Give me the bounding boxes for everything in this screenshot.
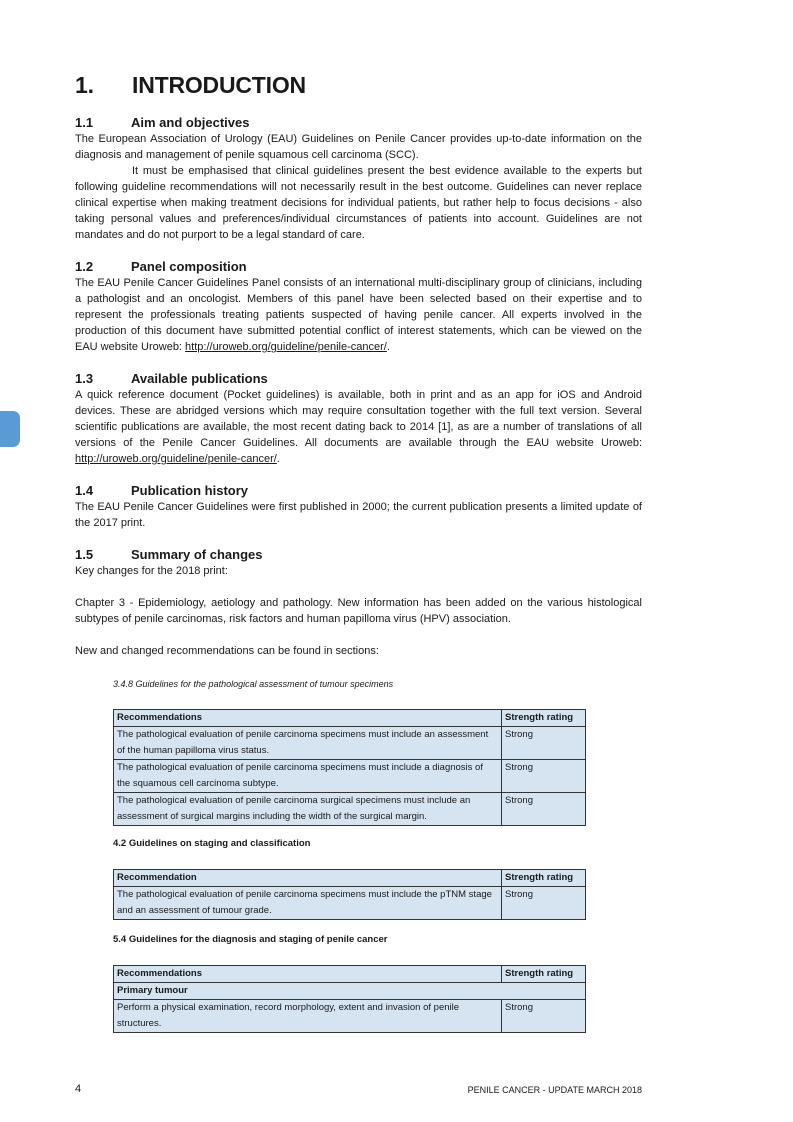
rating-cell: Strong <box>502 760 586 793</box>
section-summary-of-changes <box>75 547 642 659</box>
chapter-heading <box>75 72 306 99</box>
chapter-title: INTRODUCTION <box>132 72 306 98</box>
recommendations-table-staging <box>113 869 586 920</box>
table-caption: 3.4.8 Guidelines for the pathological assessment of tumour specimens <box>113 679 394 689</box>
section-available-publications <box>75 371 642 467</box>
paragraph: Key changes for the 2018 print: <box>75 565 228 577</box>
section-number: 1.3 <box>75 371 94 386</box>
header-strength-rating: Strength rating <box>502 710 586 727</box>
paragraph-text: A quick reference document (Pocket guidelines) is available, both in print and as an app for iOS and Android devices. These are abridged versions which may require consultation together with the full text version. Several scientific publications are available, the most recent dating back to 2014 [1], as are a number of translations of all versions of the Penile Cancer Guidelines. All documents are available through the EAU website Uroweb: <box>75 389 642 449</box>
paragraph: Chapter 3 - Epidemiology, aetiology and pathology. New information has been added on the various histological subtypes of penile carcinomas, risk factors and human papilloma virus (HPV) association. <box>75 597 642 625</box>
section-number: 1.4 <box>75 483 94 498</box>
section-title: Summary of changes <box>131 547 263 562</box>
paragraph: The EAU Penile Cancer Guidelines were first published in 2000; the current publication presents a limited update of the 2017 print. <box>75 501 642 529</box>
table-row <box>114 727 586 760</box>
paragraph: The European Association of Urology (EAU) Guidelines on Penile Cancer provides up-to-date information on the diagnosis and management of penile squamous cell carcinoma (SCC). <box>75 133 642 161</box>
recommendation-cell: Perform a physical examination, record morphology, extent and invasion of penile structures. <box>114 1000 502 1033</box>
header-strength-rating: Strength rating <box>502 966 586 983</box>
uroweb-link[interactable]: http://uroweb.org/guideline/penile-cancer/ <box>185 341 387 353</box>
table-caption: 5.4 Guidelines for the diagnosis and staging of penile cancer <box>113 934 388 945</box>
section-title: Available publications <box>131 371 268 386</box>
paragraph <box>75 275 642 355</box>
paragraph-end: . <box>276 453 280 465</box>
header-recommendations: Recommendations <box>114 966 502 983</box>
section-title: Aim and objectives <box>131 115 250 130</box>
recommendations-table-pathological <box>113 709 586 826</box>
paragraph: It must be emphasised that clinical guidelines present the best evidence available to the experts but following guideline recommendations will not necessarily result in the best outcome. Guidelines can never replace clinical expertise when making treatment decisions for individual patients, but rather help to focus decisions - also taking personal values and preferences/individual circumstances of patients into account. Guidelines are not mandates and do not purport to be a legal standard of care. <box>75 165 642 241</box>
rating-cell: Strong <box>502 793 586 826</box>
rating-cell: Strong <box>502 727 586 760</box>
page-number: 4 <box>75 1083 82 1095</box>
section-title: Publication history <box>131 483 249 498</box>
paragraph: New and changed recommendations can be found in sections: <box>75 645 379 657</box>
paragraph <box>75 387 642 467</box>
table-header-row <box>114 710 586 727</box>
section-number: 1.1 <box>75 115 94 130</box>
rating-cell: Strong <box>502 887 586 920</box>
table-caption: 4.2 Guidelines on staging and classification <box>113 838 311 849</box>
section-panel-composition <box>75 259 642 355</box>
section-aim-objectives <box>75 115 642 243</box>
section-publication-history <box>75 483 642 531</box>
recommendation-cell: The pathological evaluation of penile carcinoma surgical specimens must include an assessment of surgical margins including the width of the surgical margin. <box>114 793 502 826</box>
table-header-row <box>114 870 586 887</box>
section-heading <box>75 547 642 563</box>
running-footer-title: PENILE CANCER - UPDATE MARCH 2018 <box>467 1085 642 1095</box>
table-row <box>114 760 586 793</box>
paragraph-text: The EAU Penile Cancer Guidelines Panel consists of an international multi-disciplinary group of clinicians, including a pathologist and an oncologist. Members of this panel have been selected based on their expertise and to represent the professionals treating patients suspected of having penile cancer. All experts involved in the production of this document have submitted potential conflict of interest statements, which can be viewed on the EAU website Uroweb: <box>75 277 642 353</box>
table-row <box>114 1000 586 1033</box>
section-heading <box>75 483 642 499</box>
paragraph-end: . <box>386 341 390 353</box>
uroweb-link[interactable]: http://uroweb.org/guideline/penile-cancer/ <box>75 453 277 465</box>
section-heading <box>75 371 642 387</box>
header-recommendations: Recommendations <box>114 710 502 727</box>
recommendation-cell: The pathological evaluation of penile carcinoma specimens must include a diagnosis of the squamous cell carcinoma subtype. <box>114 760 502 793</box>
section-heading <box>75 115 642 131</box>
section-heading <box>75 259 642 275</box>
section-title: Panel composition <box>131 259 247 274</box>
side-tab-marker <box>0 411 20 447</box>
table-header-row <box>114 966 586 983</box>
chapter-number: 1. <box>75 72 94 98</box>
section-number: 1.5 <box>75 547 94 562</box>
recommendation-cell: The pathological evaluation of penile carcinoma specimens must include an assessment of the human papilloma virus status. <box>114 727 502 760</box>
header-recommendation: Recommendation <box>114 870 502 887</box>
subheader-primary-tumour: Primary tumour <box>114 983 586 1000</box>
section-number: 1.2 <box>75 259 94 274</box>
header-strength-rating: Strength rating <box>502 870 586 887</box>
table-row <box>114 793 586 826</box>
rating-cell: Strong <box>502 1000 586 1033</box>
recommendations-table-diagnosis <box>113 965 586 1033</box>
table-row <box>114 887 586 920</box>
recommendation-cell: The pathological evaluation of penile carcinoma specimens must include the pTNM stage and an assessment of tumour grade. <box>114 887 502 920</box>
table-subheader-row <box>114 983 586 1000</box>
